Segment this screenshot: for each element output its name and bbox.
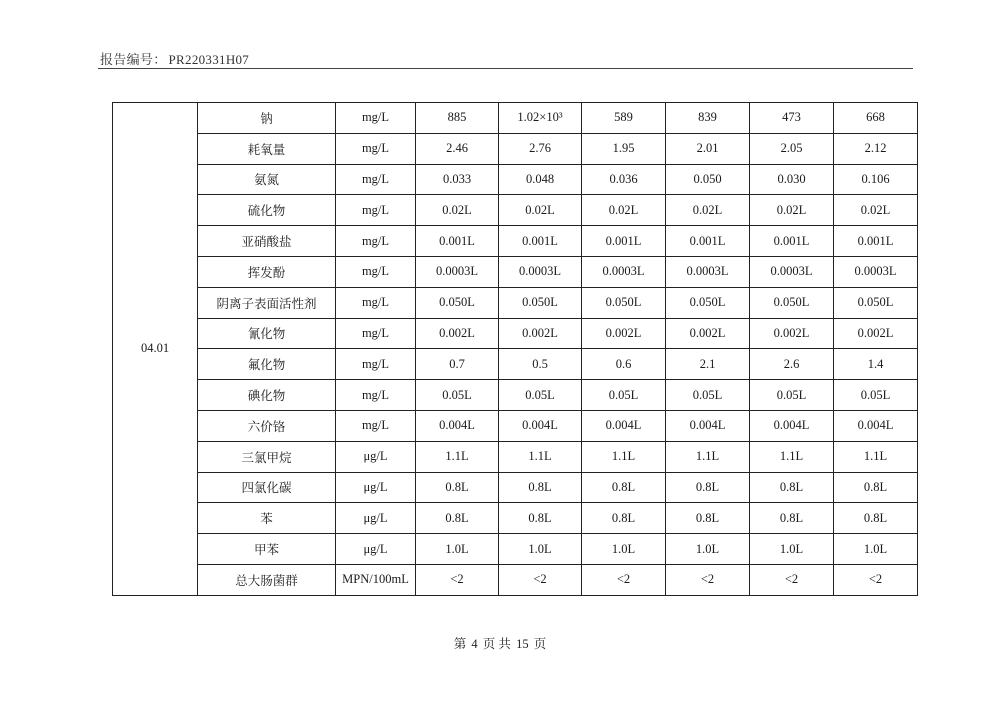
- result-value-cell: 0.001L: [666, 226, 750, 257]
- result-value-cell: 0.001L: [834, 226, 918, 257]
- result-value-cell: 1.1L: [834, 441, 918, 472]
- result-value-cell: 0.02L: [582, 195, 666, 226]
- result-value-cell: 0.004L: [750, 410, 834, 441]
- result-value-cell: 0.05L: [666, 380, 750, 411]
- result-value-cell: 0.050L: [416, 287, 499, 318]
- result-value-cell: 0.050L: [582, 287, 666, 318]
- result-value-cell: 0.05L: [582, 380, 666, 411]
- result-value-cell: 0.004L: [582, 410, 666, 441]
- table-row: [113, 472, 918, 503]
- unit-cell: mg/L: [336, 380, 416, 411]
- parameter-name: 亚硝酸盐: [198, 226, 336, 257]
- parameter-name: 甲苯: [198, 534, 336, 565]
- result-value-cell: 0.030: [750, 164, 834, 195]
- result-value-cell: 2.76: [499, 133, 582, 164]
- unit-cell: mg/L: [336, 256, 416, 287]
- result-value-cell: 0.106: [834, 164, 918, 195]
- result-value-cell: 0.002L: [834, 318, 918, 349]
- result-value-cell: 0.05L: [499, 380, 582, 411]
- result-value-cell: 0.002L: [750, 318, 834, 349]
- result-value-cell: 0.02L: [499, 195, 582, 226]
- unit-cell: MPN/100mL: [336, 564, 416, 595]
- table-row: [113, 503, 918, 534]
- parameter-name: 总大肠菌群: [198, 564, 336, 595]
- table-row: [113, 133, 918, 164]
- result-value-cell: 0.002L: [582, 318, 666, 349]
- result-value-cell: 839: [666, 103, 750, 134]
- result-value-cell: 0.8L: [834, 503, 918, 534]
- parameter-name: 耗氧量: [198, 133, 336, 164]
- result-value-cell: 0.0003L: [499, 256, 582, 287]
- result-value-cell: 0.050L: [666, 287, 750, 318]
- result-value-cell: 473: [750, 103, 834, 134]
- result-value-cell: 0.0003L: [834, 256, 918, 287]
- unit-cell: μg/L: [336, 441, 416, 472]
- result-value-cell: 0.02L: [666, 195, 750, 226]
- total-page-count: 15: [516, 637, 529, 651]
- result-value-cell: 0.8L: [750, 472, 834, 503]
- parameter-name: 氰化物: [198, 318, 336, 349]
- result-value-cell: 2.1: [666, 349, 750, 380]
- result-value-cell: 0.05L: [750, 380, 834, 411]
- unit-cell: mg/L: [336, 318, 416, 349]
- current-page-number: 4: [471, 637, 478, 651]
- result-value-cell: 0.8L: [416, 472, 499, 503]
- table-row: [113, 256, 918, 287]
- result-value-cell: 0.001L: [582, 226, 666, 257]
- report-number-header: [100, 49, 249, 68]
- unit-cell: mg/L: [336, 410, 416, 441]
- result-value-cell: 0.05L: [834, 380, 918, 411]
- result-value-cell: 0.004L: [499, 410, 582, 441]
- result-value-cell: 1.0L: [582, 534, 666, 565]
- unit-cell: μg/L: [336, 503, 416, 534]
- result-value-cell: 0.004L: [666, 410, 750, 441]
- result-value-cell: 0.036: [582, 164, 666, 195]
- result-value-cell: 0.0003L: [666, 256, 750, 287]
- table-row: [113, 380, 918, 411]
- result-value-cell: 2.46: [416, 133, 499, 164]
- result-value-cell: 1.0L: [666, 534, 750, 565]
- result-value-cell: 2.12: [834, 133, 918, 164]
- unit-cell: mg/L: [336, 133, 416, 164]
- table-row: [113, 534, 918, 565]
- parameter-name: 挥发酚: [198, 256, 336, 287]
- result-value-cell: 1.95: [582, 133, 666, 164]
- report-number-value: PR220331H07: [168, 52, 250, 67]
- result-value-cell: 1.0L: [499, 534, 582, 565]
- page-footer: [0, 634, 1000, 652]
- result-value-cell: 668: [834, 103, 918, 134]
- result-value-cell: 0.8L: [582, 503, 666, 534]
- result-value-cell: 0.0003L: [416, 256, 499, 287]
- unit-cell: mg/L: [336, 164, 416, 195]
- parameter-name: 六价铬: [198, 410, 336, 441]
- result-value-cell: 0.8L: [499, 503, 582, 534]
- result-value-cell: 0.001L: [499, 226, 582, 257]
- unit-cell: mg/L: [336, 349, 416, 380]
- unit-cell: μg/L: [336, 534, 416, 565]
- footer-suffix: 页: [533, 637, 547, 651]
- result-value-cell: 0.033: [416, 164, 499, 195]
- result-value-cell: 0.048: [499, 164, 582, 195]
- table-row: [113, 164, 918, 195]
- result-value-cell: 0.050: [666, 164, 750, 195]
- result-value-cell: 1.1L: [750, 441, 834, 472]
- result-value-cell: 2.6: [750, 349, 834, 380]
- result-value-cell: 1.0L: [834, 534, 918, 565]
- result-value-cell: 0.02L: [834, 195, 918, 226]
- result-value-cell: 1.0L: [416, 534, 499, 565]
- table-row: [113, 564, 918, 595]
- result-value-cell: <2: [416, 564, 499, 595]
- result-value-cell: 1.4: [834, 349, 918, 380]
- result-value-cell: 0.6: [582, 349, 666, 380]
- parameter-name: 四氯化碳: [198, 472, 336, 503]
- result-value-cell: 2.01: [666, 133, 750, 164]
- result-value-cell: 0.7: [416, 349, 499, 380]
- result-value-cell: 0.5: [499, 349, 582, 380]
- table-row: [113, 103, 918, 134]
- result-value-cell: 0.004L: [416, 410, 499, 441]
- unit-cell: mg/L: [336, 287, 416, 318]
- result-value-cell: 885: [416, 103, 499, 134]
- result-value-cell: 1.02×10³: [499, 103, 582, 134]
- result-value-cell: 0.8L: [582, 472, 666, 503]
- result-value-cell: <2: [582, 564, 666, 595]
- result-value-cell: 2.05: [750, 133, 834, 164]
- result-value-cell: 0.004L: [834, 410, 918, 441]
- parameter-name: 苯: [198, 503, 336, 534]
- result-value-cell: <2: [666, 564, 750, 595]
- result-value-cell: 1.0L: [750, 534, 834, 565]
- footer-mid: 页 共: [482, 637, 511, 651]
- result-value-cell: 0.0003L: [582, 256, 666, 287]
- results-table-body: [113, 103, 918, 596]
- result-value-cell: 0.050L: [750, 287, 834, 318]
- parameter-name: 阴离子表面活性剂: [198, 287, 336, 318]
- result-value-cell: 0.8L: [834, 472, 918, 503]
- result-value-cell: 0.8L: [666, 472, 750, 503]
- result-value-cell: 0.8L: [750, 503, 834, 534]
- result-value-cell: 0.001L: [416, 226, 499, 257]
- table-row: [113, 287, 918, 318]
- table-row: [113, 195, 918, 226]
- result-value-cell: 0.8L: [666, 503, 750, 534]
- report-number-label: 报告编号：: [100, 52, 167, 67]
- parameter-name: 氨氮: [198, 164, 336, 195]
- header-divider: [98, 68, 913, 69]
- footer-prefix: 第: [453, 637, 467, 651]
- unit-cell: μg/L: [336, 472, 416, 503]
- result-value-cell: 0.001L: [750, 226, 834, 257]
- unit-cell: mg/L: [336, 226, 416, 257]
- result-value-cell: 0.002L: [499, 318, 582, 349]
- result-value-cell: 0.8L: [416, 503, 499, 534]
- unit-cell: mg/L: [336, 103, 416, 134]
- parameter-name: 钠: [198, 103, 336, 134]
- result-value-cell: <2: [834, 564, 918, 595]
- result-value-cell: 0.002L: [416, 318, 499, 349]
- parameter-name: 碘化物: [198, 380, 336, 411]
- table-row: [113, 410, 918, 441]
- result-value-cell: <2: [499, 564, 582, 595]
- result-value-cell: 0.02L: [750, 195, 834, 226]
- results-table: [112, 102, 918, 596]
- result-value-cell: 0.02L: [416, 195, 499, 226]
- result-value-cell: 0.050L: [834, 287, 918, 318]
- sample-group-code: 04.01: [113, 103, 198, 596]
- parameter-name: 硫化物: [198, 195, 336, 226]
- result-value-cell: 1.1L: [416, 441, 499, 472]
- result-value-cell: 0.050L: [499, 287, 582, 318]
- result-value-cell: 1.1L: [582, 441, 666, 472]
- unit-cell: mg/L: [336, 195, 416, 226]
- table-row: [113, 349, 918, 380]
- result-value-cell: 0.0003L: [750, 256, 834, 287]
- table-row: [113, 318, 918, 349]
- parameter-name: 三氯甲烷: [198, 441, 336, 472]
- parameter-name: 氟化物: [198, 349, 336, 380]
- result-value-cell: 0.8L: [499, 472, 582, 503]
- table-row: [113, 226, 918, 257]
- result-value-cell: 0.002L: [666, 318, 750, 349]
- result-value-cell: 1.1L: [499, 441, 582, 472]
- table-row: [113, 441, 918, 472]
- result-value-cell: 0.05L: [416, 380, 499, 411]
- result-value-cell: 1.1L: [666, 441, 750, 472]
- result-value-cell: <2: [750, 564, 834, 595]
- result-value-cell: 589: [582, 103, 666, 134]
